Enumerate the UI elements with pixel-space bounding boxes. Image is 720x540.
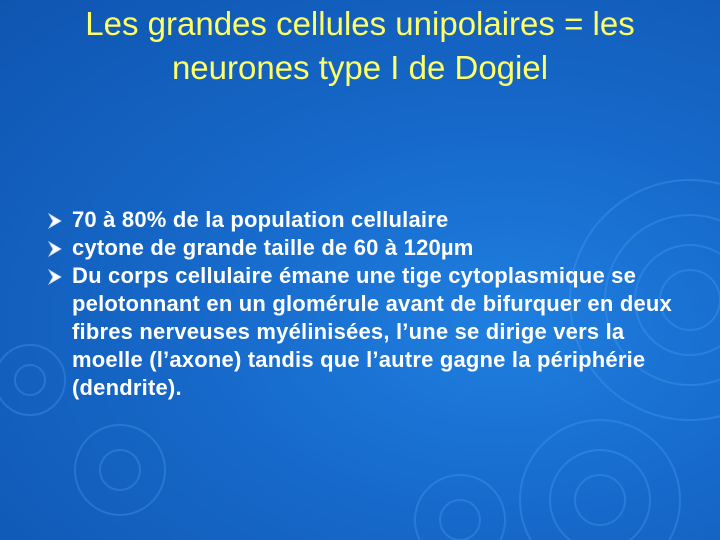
bullet-item <box>50 262 690 402</box>
arrow-bullet-icon <box>48 213 62 229</box>
bullet-text: 70 à 80% de la population cellulaire <box>72 207 449 232</box>
arrow-bullet-icon <box>48 241 62 257</box>
arrow-bullet-icon <box>48 269 62 285</box>
slide-title: Les grandes cellules unipolaires = les neurones type I de Dogiel <box>85 5 635 86</box>
bullet-text: Du corps cellulaire émane une tige cytoplasmique se pelotonnant en un glomérule avant de bifurquer en deux fibres nerveuses myélinisées, l’une se dirige vers la moelle (l’axone) tandis que l’autre gagne la périphérie (dendrite). <box>72 263 672 400</box>
bullet-text: cytone de grande taille de 60 à 120µm <box>72 235 474 260</box>
bullet-list <box>50 206 690 402</box>
bullet-item <box>50 234 690 262</box>
bullet-item <box>50 206 690 234</box>
